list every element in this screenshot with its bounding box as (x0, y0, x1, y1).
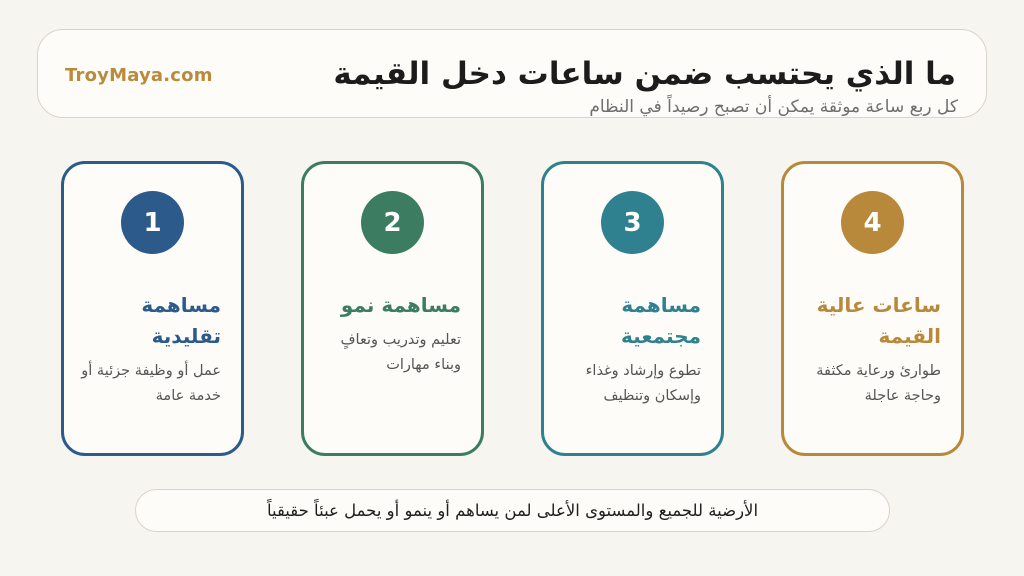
number-badge-2: 2 (361, 191, 424, 254)
card-growth-contribution (301, 161, 484, 456)
card-high-value-hours (781, 161, 964, 456)
number-badge-4: 4 (841, 191, 904, 254)
page-subtitle: كل ربع ساعة موثقة يمكن أن تصبح رصيداً في النظام (589, 97, 958, 117)
footer-text: الأرضية للجميع والمستوى الأعلى لمن يساهم أو ينمو أو يحمل عبئاً حقيقياً (266, 501, 759, 520)
page-title: ما الذي يحتسب ضمن ساعات دخل القيمة (333, 56, 956, 92)
card-description: تطوع وإرشاد وغذاء وإسكان وتنظيف (585, 363, 701, 404)
card-description: تعليم وتدريب وتعافٍ وبناء مهارات (340, 332, 461, 373)
brand-logo-text[interactable]: TroyMaya.com (65, 65, 213, 86)
card-title: مساهمة نمو (340, 293, 461, 317)
number-badge-1: 1 (121, 191, 184, 254)
number-badge-3: 3 (601, 191, 664, 254)
card-title: مساهمة تقليدية (141, 293, 221, 348)
card-title: ساعات عالية القيمة (816, 293, 941, 348)
card-community-contribution (541, 161, 724, 456)
card-description: طوارئ ورعاية مكثفة وحاجة عاجلة (816, 363, 941, 404)
card-description: عمل أو وظيفة جزئية أو خدمة عامة (81, 363, 221, 404)
card-traditional-contribution (61, 161, 244, 456)
footer-note (135, 489, 890, 532)
card-title: مساهمة مجتمعية (621, 293, 701, 348)
